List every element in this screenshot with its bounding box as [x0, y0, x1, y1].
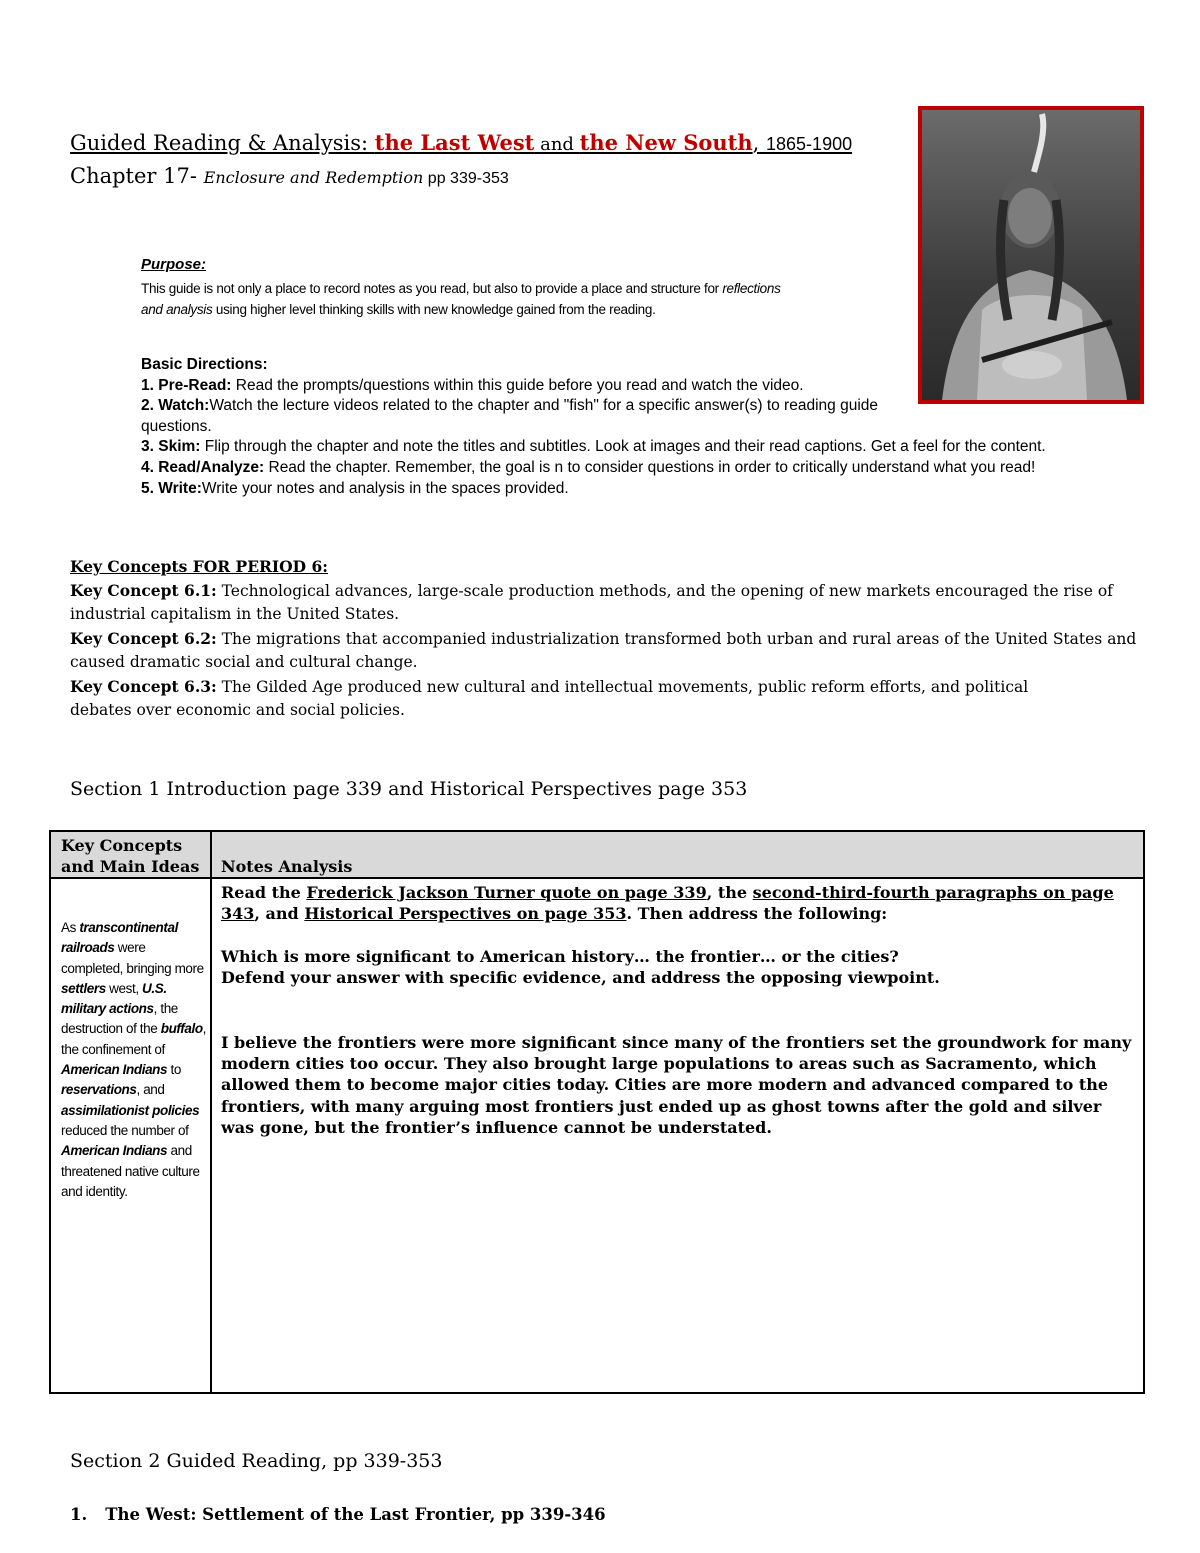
- page-title: Guided Reading & Analysis: the Last West and the New South, 1865-1900: [70, 130, 853, 155]
- main-idea-keyword: American Indians: [61, 1062, 168, 1078]
- main-idea-keyword: reservations: [61, 1082, 137, 1098]
- main-idea-text: west,: [105, 980, 143, 996]
- column-header-notes-analysis: Notes Analysis: [221, 857, 353, 876]
- title-years: 1865-1900: [766, 134, 853, 154]
- key-concept-item: Key Concept 6.2: The migrations that accompanied industrialization transformed both urban and rural areas of the United States and caused dramatic social and cultural change.: [70, 628, 1137, 671]
- column-divider: [210, 832, 212, 1392]
- purpose-text: This guide is not only a place to record notes as you read, but also to provide a place and structure for reflections and analysis using higher level thinking skills with new knowledge gained from the reading.: [141, 281, 781, 317]
- guided-reading-item: 1. The West: Settlement of the Last Frontier, pp 339-346: [70, 1505, 606, 1524]
- direction-step: 3. Skim: Flip through the chapter and note the titles and subtitles. Look at images and their read captions. Get a feel for the content.: [141, 438, 1046, 456]
- main-idea-text: and threatened native culture and identity.: [61, 1143, 200, 1199]
- table-header-row: [51, 832, 1143, 879]
- main-idea-keyword: U.S. military actions: [61, 980, 167, 1017]
- reference-link: Historical Perspectives on page 353: [304, 904, 627, 924]
- reading-prompt: Read the Frederick Jackson Turner quote on page 339, the second-third-fourth paragraphs on page 343, and Historical Perspectives on page 353. Then address the following:: [221, 883, 1114, 924]
- title-last-west: the Last West: [374, 130, 535, 155]
- chapter-heading: Chapter 17- Enclosure and Redemption pp 339-353: [70, 164, 509, 188]
- main-idea-text: to: [167, 1062, 181, 1078]
- chapter-subtitle: Enclosure and Redemption: [203, 168, 424, 187]
- main-idea-text: As: [61, 920, 80, 935]
- direction-step: 1. Pre-Read: Read the prompts/questions within this guide before you read and watch the video.: [141, 376, 804, 394]
- purpose-heading: Purpose:: [141, 256, 207, 273]
- directions-heading: Basic Directions:: [141, 356, 268, 373]
- notes-table: [49, 830, 1145, 1394]
- notes-analysis-cell: [221, 882, 1139, 1139]
- direction-step: 5. Write:Write your notes and analysis in the spaces provided.: [141, 479, 569, 497]
- main-idea-text: the confinement of: [61, 1041, 165, 1057]
- main-idea-text: reduced the number of: [61, 1122, 189, 1138]
- key-concepts-heading: Key Concepts FOR PERIOD 6:: [70, 557, 328, 576]
- chapter-pages: pp 339-353: [423, 170, 509, 187]
- main-idea-text: , and: [136, 1082, 165, 1098]
- key-concept-item: Key Concept 6.3: The Gilded Age produced new cultural and intellectual movements, public reform efforts, and political debates over economic and social policies.: [70, 676, 1029, 719]
- main-idea-keyword: assimilationist policies: [61, 1102, 200, 1118]
- main-idea-keyword: settlers: [61, 980, 106, 996]
- title-new-south: the New South: [579, 130, 753, 155]
- main-idea-keyword: buffalo: [160, 1021, 203, 1037]
- direction-step: 4. Read/Analyze: Read the chapter. Remember, the goal is n to consider questions in order to critically understand what you read!: [141, 458, 1036, 476]
- main-idea-keyword: American Indians: [61, 1143, 168, 1159]
- reference-link: Frederick Jackson Turner quote on page 339: [306, 883, 707, 902]
- basic-directions: [141, 355, 1131, 499]
- main-idea-text: were completed, bringing more: [61, 940, 204, 976]
- key-concepts: [70, 555, 1140, 723]
- main-ideas-cell: [61, 918, 207, 1202]
- student-answer[interactable]: I believe the frontiers were more significant since many of the frontiers set the groundwork for many modern cities too occur. They also brought large populations to areas such as Sacramento, which allowed them to become major cities today. Cities are more modern and advanced compared to the frontiers, with many arguing most frontiers just ended up as ghost towns after the gold and silver was gone, but the frontier’s influence cannot be understated.: [221, 1032, 1132, 1138]
- direction-step: 2. Watch:Watch the lecture videos related to the chapter and "fish" for a specific answer(s) to reading guide questions.: [141, 397, 879, 435]
- main-idea-text: ,: [202, 1021, 207, 1037]
- reference-link: second-third-fourth paragraphs on page 343: [221, 883, 1114, 924]
- section-1-heading: Section 1 Introduction page 339 and Historical Perspectives page 353: [70, 778, 748, 800]
- section-2-heading: Section 2 Guided Reading, pp 339-353: [70, 1450, 443, 1472]
- question-line: Defend your answer with specific evidence, and address the opposing viewpoint.: [221, 968, 940, 988]
- main-idea-text: , the destruction of the: [61, 1001, 178, 1037]
- question-line: Which is more significant to American history… the frontier… or the cities?: [221, 946, 899, 966]
- key-concept-item: Key Concept 6.1: Technological advances, large-scale production methods, and the opening of new markets encouraged the rise of industrial capitalism in the United States.: [70, 580, 1113, 623]
- main-idea-keyword: transcontinental railroads: [61, 920, 178, 956]
- column-header-key-concepts: Key Concepts and Main Ideas: [61, 836, 200, 876]
